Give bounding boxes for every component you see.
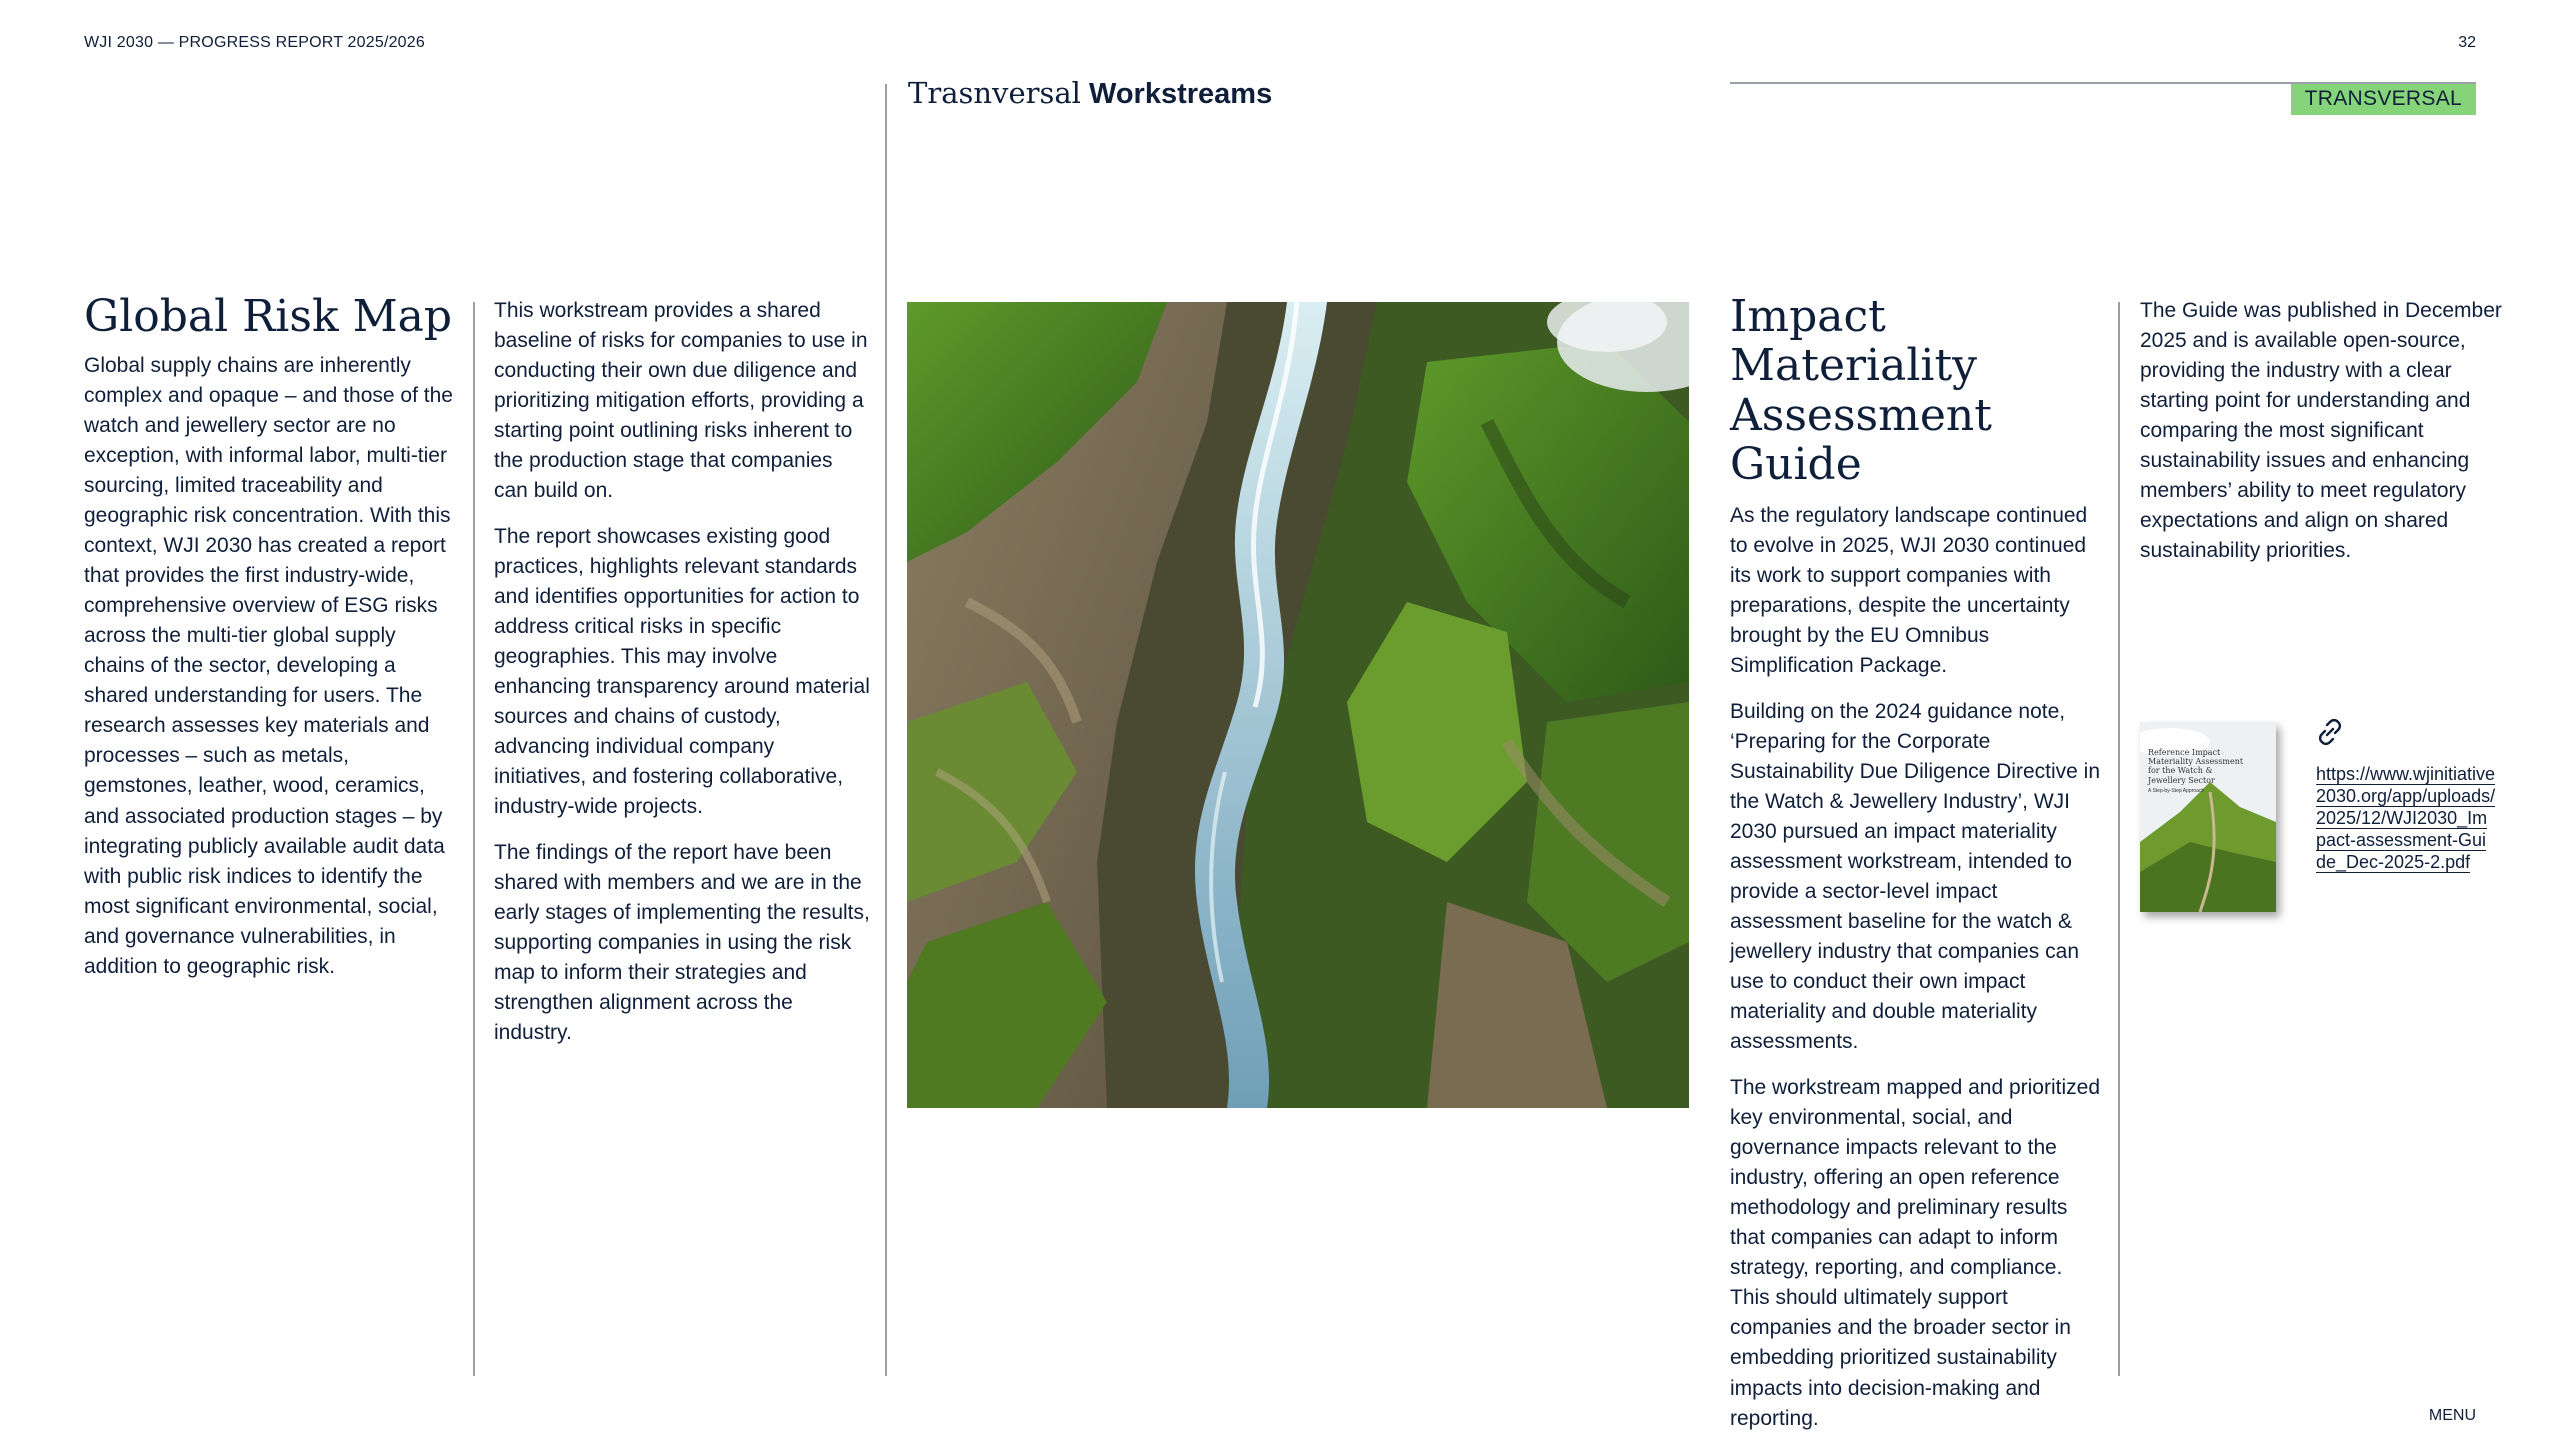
paragraph: As the regulatory landscape continued to evolve in 2025, WJI 2030 continued its work to support companies with preparations, despite the uncertainty brought by the EU Omnibus Simplification Package. — [1730, 504, 2088, 678]
page-number: 32 — [2458, 34, 2476, 51]
running-header: WJI 2030 — PROGRESS REPORT 2025/2026 — [84, 34, 425, 51]
guide-download-link-text[interactable]: https://www.wjinitiative2030.org/app/uploads/2025/12/WJI2030_Impact-assessment-Guide_Dec-2025-2.pdf — [2316, 764, 2496, 872]
impact-guide-column — [1730, 292, 2106, 1450]
aerial-river-photo — [907, 302, 1689, 1108]
global-risk-map-heading: Global Risk Map — [84, 291, 453, 342]
impact-guide-body — [1730, 501, 2106, 1433]
paragraph: The findings of the report have been shared with members and we are in the early stages of implementing the results, supporting companies in using the risk map to inform their strategies and strengthen alignment across the industry. — [494, 841, 870, 1045]
column-divider-3 — [2118, 302, 2120, 1376]
impact-guide-heading-line2: Assessment Guide — [1730, 389, 1992, 490]
column-divider-2 — [885, 84, 887, 1376]
paragraph: Building on the 2024 guidance note, ‘Preparing for the Corporate Sustainability Due Diligence Directive in the Watch & Jewellery Industry’, WJI 2030 pursued an impact materiality assessment workstream, intended to provide a sector-level impact assessment baseline for the watch & jewellery industry that companies can use to conduct their own impact materiality and double materiality assessments. — [1730, 700, 2101, 1054]
section-title-bold: Workstreams — [1088, 78, 1273, 110]
global-risk-map-column — [84, 292, 459, 982]
section-title — [908, 76, 1272, 111]
guide-publication-text: The Guide was published in December 2025 and is available open-source, providing the industry with a clear starting point for understanding and comparing the most significant sustainability issues and enhancing members’ ability to meet regulatory expectations and align on shared sustainability priorities. — [2140, 299, 2502, 563]
guide-cover-subtitle: A Step-by-Step Approach — [2148, 788, 2205, 794]
guide-download-link[interactable] — [2316, 764, 2496, 874]
global-risk-map-details — [494, 296, 872, 1064]
guide-cover-thumbnail[interactable] — [2140, 722, 2276, 912]
guide-cover-title: Reference Impact Materiality Assessment for the Watch & Jewellery Sector — [2148, 748, 2244, 785]
paragraph: This workstream provides a shared baseline of risks for companies to use in conducting their own due diligence and prioritizing mitigation efforts, providing a starting point outlining risks inherent to the production stage that companies can build on. — [494, 299, 868, 503]
paragraph: The workstream mapped and prioritized key environmental, social, and governance impacts relevant to the industry, offering an open reference methodology and preliminary results that companies can adapt to inform strategy, reporting, and compliance. This should ultimately support companies and the broader sector in embedding prioritized sustainability impacts into decision-making and reporting. — [1730, 1076, 2101, 1430]
link-icon — [2316, 718, 2344, 751]
menu-button[interactable]: MENU — [2428, 1407, 2476, 1424]
column-divider-1 — [473, 302, 475, 1376]
section-tag: TRANSVERSAL — [2291, 84, 2476, 115]
impact-guide-heading-line1: Impact Materiality — [1730, 291, 1978, 392]
impact-guide-heading — [1730, 292, 2106, 489]
section-title-light: Trasnversal — [908, 76, 1081, 110]
global-risk-map-intro: Global supply chains are inherently complex and opaque – and those of the watch and jewellery sector are no exception, with informal labor, multi-tier sourcing, limited traceability and geographic risk concentration. With this context, WJI 2030 has created a report that provides the first industry-wide, comprehensive overview of ESG risks across the multi-tier global supply chains of the sector, developing a shared understanding for users. The research assesses key materials and processes – such as metals, gemstones, leather, wood, ceramics, and associated production stages – by integrating publicly available audit data with public risk indices to identify the most significant environmental, social, and governance vulnerabilities, in addition to geographic risk. — [84, 354, 453, 978]
paragraph: The report showcases existing good practices, highlights relevant standards and identifies opportunities for action to address critical risks in specific geographies. This may involve enhancing transparency around material sources and chains of custody, advancing individual company initiatives, and fostering collaborative, industry-wide projects. — [494, 525, 870, 819]
